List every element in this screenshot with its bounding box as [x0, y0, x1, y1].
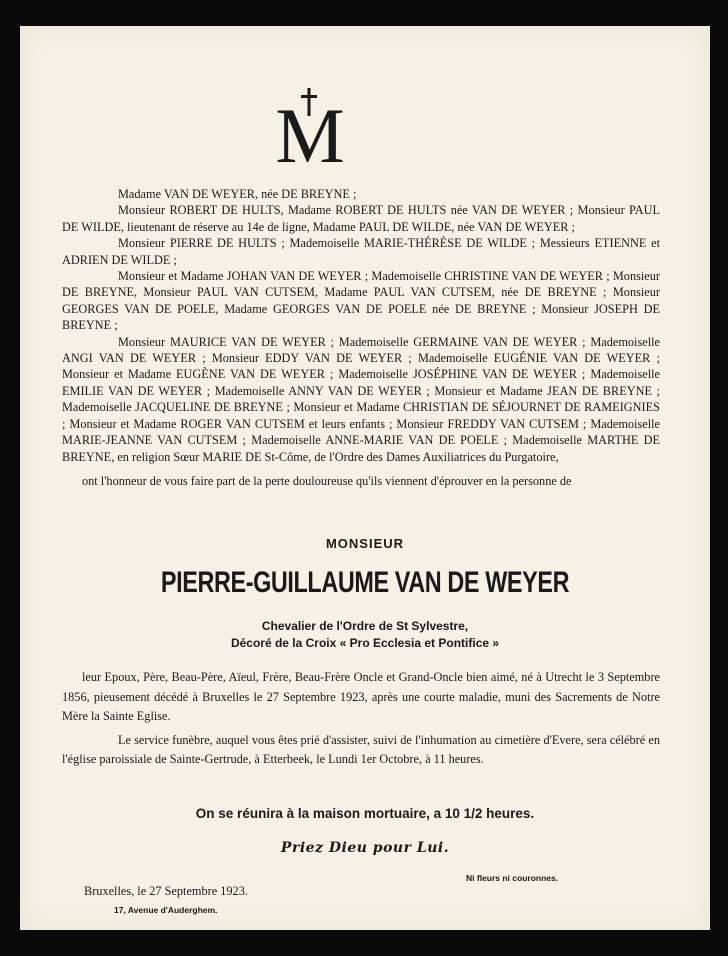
family-paragraph: Madame VAN DE WEYER, née DE BREYNE ;	[118, 187, 357, 201]
family-paragraph: Monsieur MAURICE VAN DE WEYER ; Mademoiselle GERMAINE VAN DE WEYER ; Mademoiselle ANGI VAN DE WEYER ; Monsieur EDDY VAN DE WEYER ; Mademoiselle EUGÉNIE VAN DE WEYER ; Monsieur et Madame EUGÈNE VAN DE WEYER ; Mademoiselle JOSÉPHINE VAN DE WEYER ; Mademoiselle EMILIE VAN DE WEYER ; Mademoiselle ANNY VAN DE WEYER ; Monsieur et Madame JEAN DE BREYNE ; Mademoiselle JACQUELINE DE BREYNE ; Monsieur et Madame CHRISTIAN DE SÉJOURNET DE RAMEIGNIES ; Monsieur et Madame ROGER VAN CUTSEM et leurs enfants ; Monsieur FREDDY VAN CUTSEM ; Mademoiselle MARIE-JEANNE VAN CUTSEM ; Mademoiselle ANNE-MARIE VAN DE POELE ; Mademoiselle MARTHE DE BREYNE, en religion Sœur MARIE DE St-Côme, de l'Ordre des Dames Auxiliatrices du Purgatoire,	[62, 334, 660, 464]
reunion-text: On se réunira à la maison mortuaire, a 10 1/2 heures.	[195, 806, 535, 821]
honor-line-1: Chevalier de l'Ordre de St Sylvestre,	[261, 619, 469, 633]
family-paragraph: Monsieur PIERRE DE HULTS ; Mademoiselle MARIE-THÉRÈSE DE WILDE ; Messieurs ETIENNE et ADRIEN DE WILDE ;	[62, 236, 660, 267]
bio-text: leur Epoux, Père, Beau-Père, Aïeul, Frère, Beau-Frère Oncle et Grand-Oncle bien aimé, né à Utrecht le 3 Septembre 1856, pieusement décédé à Bruxelles le 27 Septembre 1923, après une courte maladie, muni des Sacrements de Notre Mère la Sainte Eglise.	[62, 670, 660, 723]
prayer-text: Priez Dieu pour Lui.	[280, 840, 450, 856]
deceased-name: PIERRE-GUILLAUME VAN DE WEYER	[160, 566, 570, 599]
date-line: Bruxelles, le 27 Septembre 1923.	[84, 884, 248, 898]
details-block	[62, 668, 660, 770]
marian-monogram-icon	[270, 86, 350, 166]
announcement-text: ont l'honneur de vous faire part de la perte douloureuse qu'ils viennent d'éprouver en la personne de	[82, 473, 572, 488]
family-paragraph: Monsieur ROBERT DE HULTS, Madame ROBERT DE HULTS née VAN DE WEYER ; Monsieur PAUL DE WILDE, lieutenant de réserve au 14e de ligne, Madame PAUL DE WILDE, née VAN DE WEYER ;	[62, 203, 660, 234]
family-list	[62, 186, 660, 489]
family-paragraph: Monsieur et Madame JOHAN VAN DE WEYER ; Mademoiselle CHRISTINE VAN DE WEYER ; Monsieur DE BREYNE, Monsieur PAUL VAN CUTSEM, Madame PAUL VAN CUTSEM, née DE BREYNE ; Monsieur GEORGES VAN DE POELE, Madame GEORGES VAN DE POELE née DE BREYNE ; Monsieur JOSEPH DE BREYNE ;	[62, 269, 660, 333]
address-line: 17, Avenue d'Auderghem.	[114, 905, 218, 915]
service-text: Le service funèbre, auquel vous êtes prié d'assister, suivi de l'inhumation au cimetière d'Evere, sera célébré en l'église paroissiale de Sainte-Gertrude, à Etterbeek, le Lundi 1er Octobre, à 11 heures.	[62, 732, 660, 766]
no-flowers-note: Ni fleurs ni couronnes.	[466, 873, 559, 883]
honor-line-2: Décoré de la Croix « Pro Ecclesia et Pontifice »	[230, 636, 500, 650]
monogram-letter: M	[275, 92, 345, 166]
monsieur-label: MONSIEUR	[325, 536, 405, 551]
